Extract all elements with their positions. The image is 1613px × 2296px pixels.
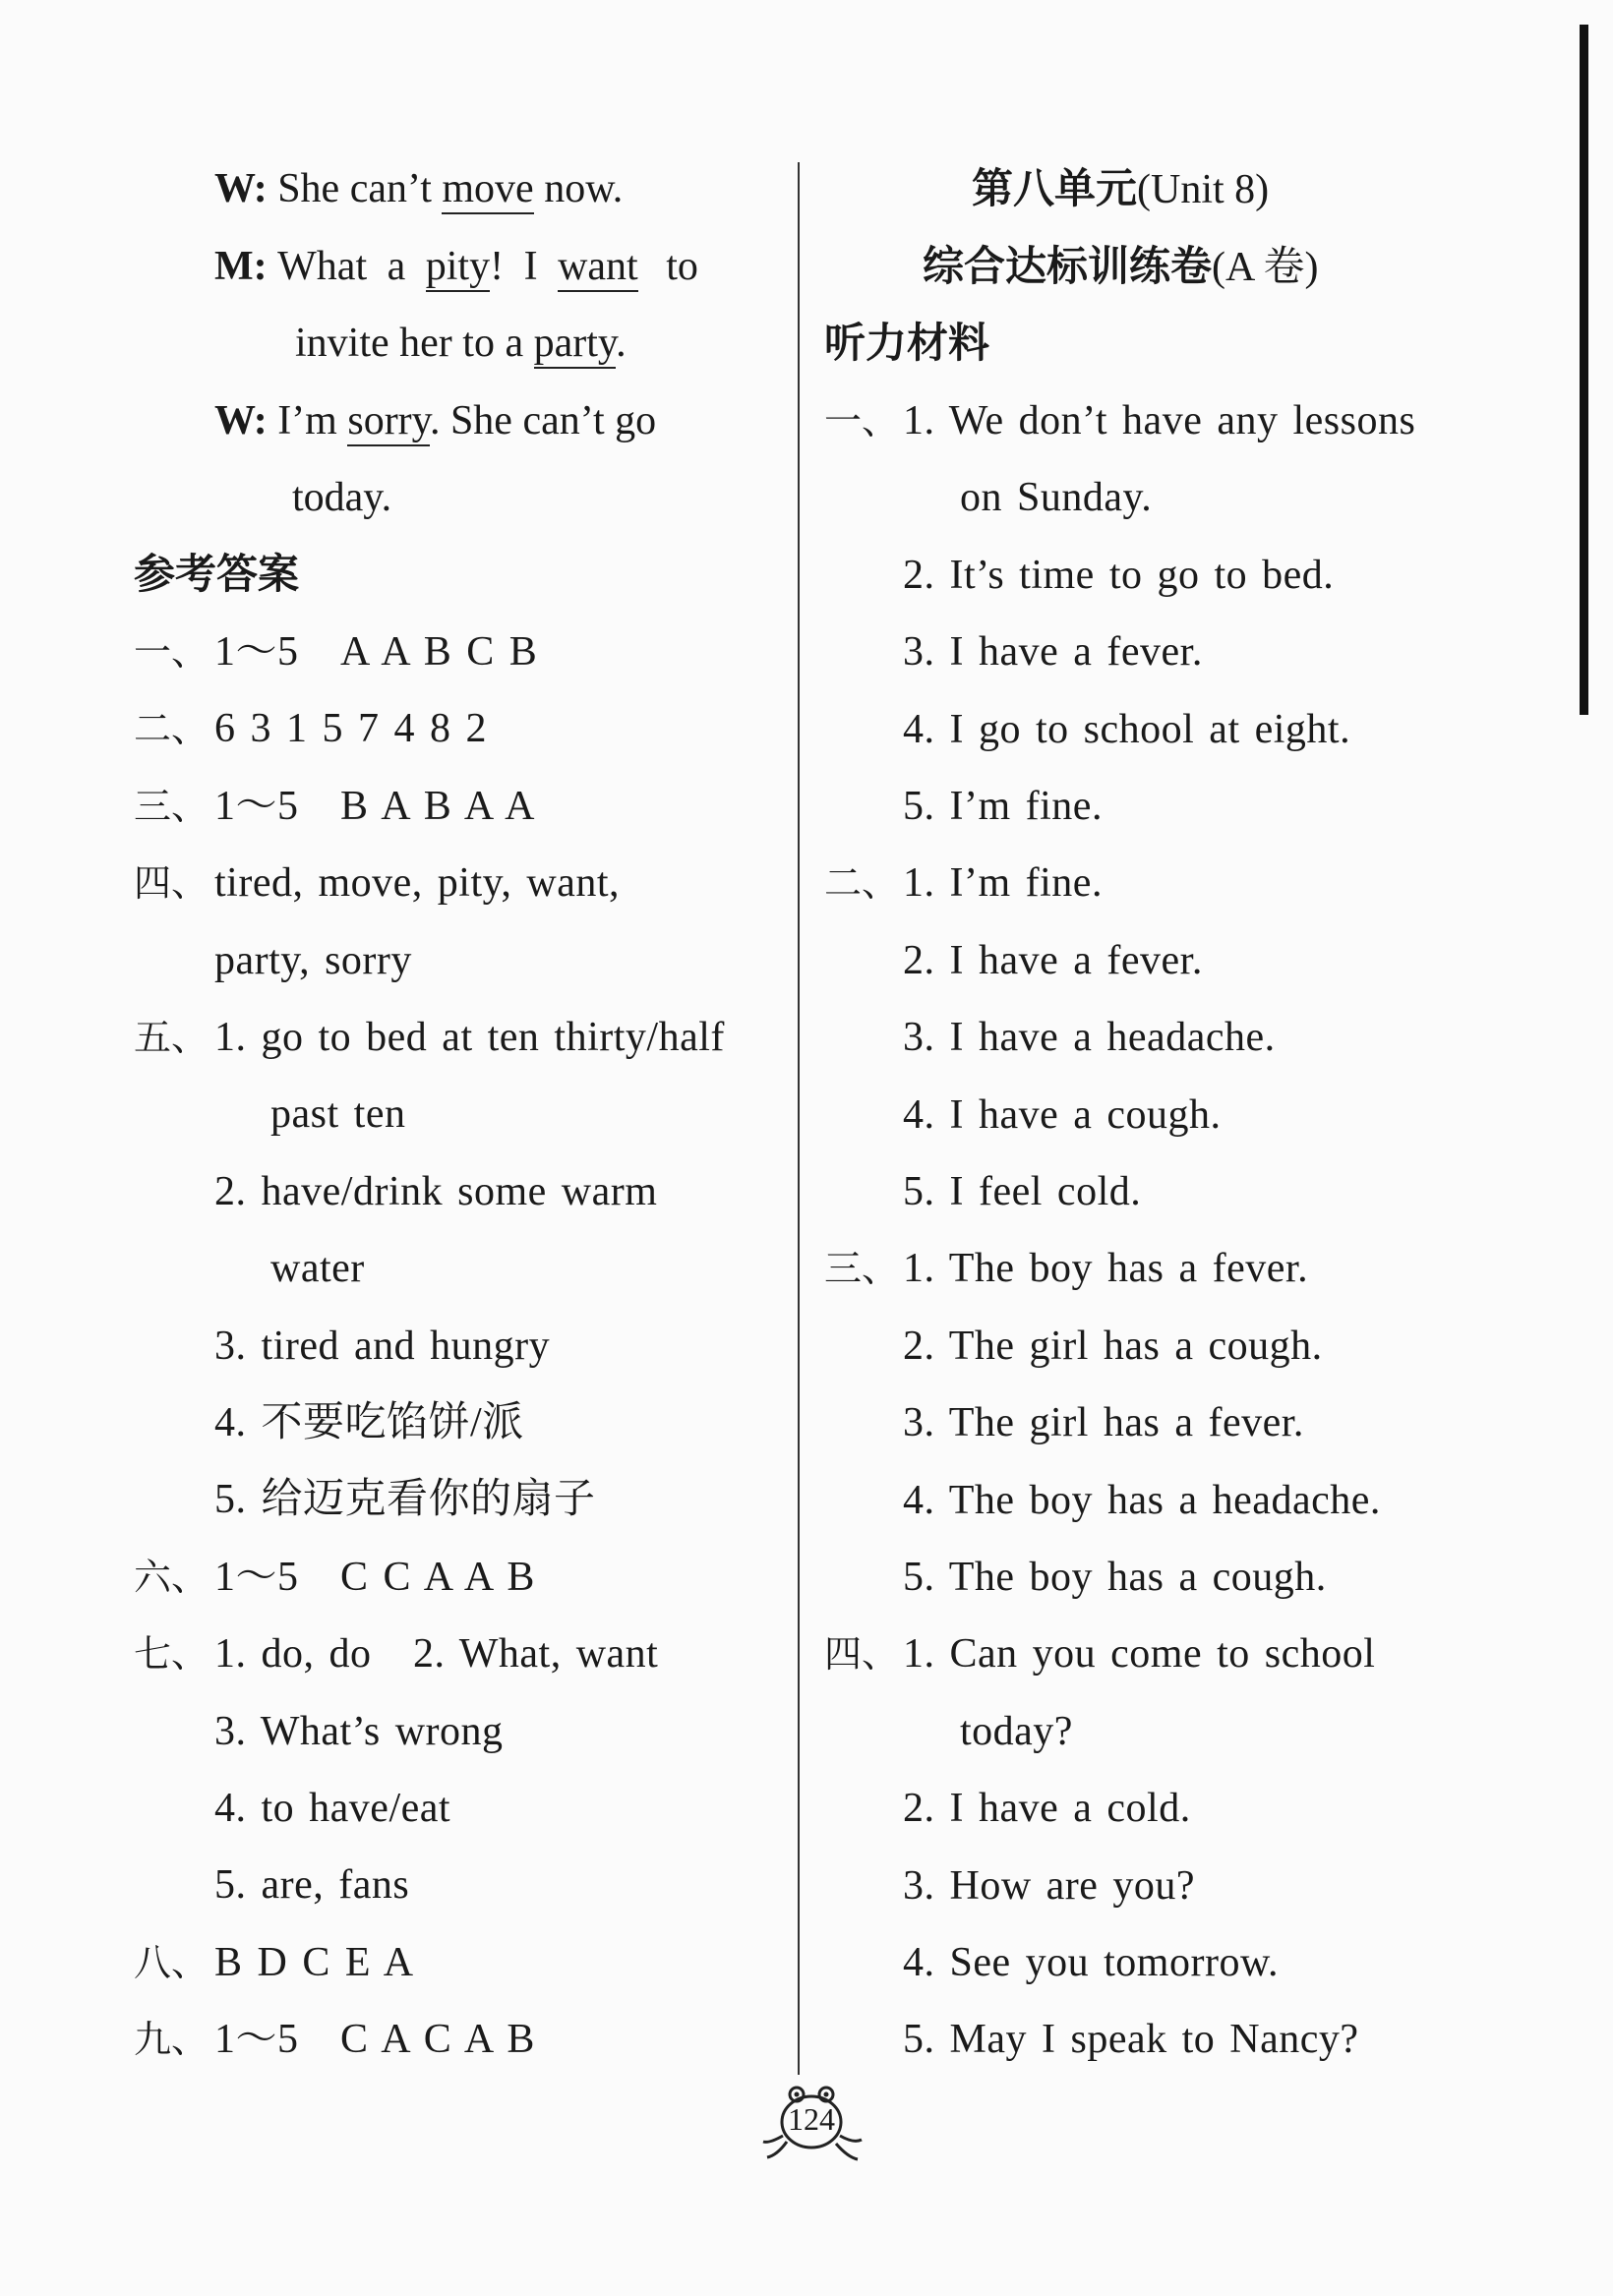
listening-line: 2. The girl has a cough. <box>903 1323 1323 1369</box>
answer-underlined: party <box>534 321 617 369</box>
answer-line: 3. tired and hungry <box>214 1323 551 1369</box>
listening-line: today? <box>960 1708 1073 1754</box>
listening-line: 4. I have a cough. <box>903 1091 1222 1138</box>
answer-line: party, sorry <box>214 937 412 983</box>
answer-section-label: 七、 <box>134 1632 209 1677</box>
answer-line: past ten <box>270 1091 406 1138</box>
dialogue-line-m2: invite her to a party. <box>295 318 627 369</box>
listening-line: 1. I’m fine. <box>903 860 1103 907</box>
listening-line: 2. I have a fever. <box>903 937 1203 983</box>
answer-section-label: 二、 <box>134 707 209 751</box>
answer-section-label: 四、 <box>134 861 209 906</box>
test-title: 综合达标训练卷(A 卷) <box>923 242 1319 290</box>
answer-section-label: 五、 <box>134 1016 209 1059</box>
listening-line: 1. The boy has a fever. <box>903 1246 1309 1292</box>
answer-line: 3. What’s wrong <box>214 1708 504 1754</box>
answer-section-label: 八、 <box>134 1940 209 1984</box>
answer-line: 1. do, do 2. What, want <box>214 1631 659 1678</box>
scan-edge-line <box>1580 25 1588 715</box>
answer-underlined: move <box>442 166 533 214</box>
answer-line: 1. go to bed at ten thirty/half <box>214 1015 725 1060</box>
answer-line: 5. 给迈克看你的扇子 <box>214 1477 596 1523</box>
listening-section-label: 二、 <box>824 861 900 906</box>
listening-line: 3. How are you? <box>903 1862 1196 1909</box>
answer-section-label: 九、 <box>134 2018 209 2062</box>
listening-line: 5. I feel cold. <box>903 1169 1142 1214</box>
unit-title: 第八单元(Unit 8) <box>972 164 1270 212</box>
answer-section-label: 六、 <box>134 1555 209 1599</box>
listening-line: 1. We don’t have any lessons <box>903 398 1416 443</box>
answer-line: 4. 不要吃馅饼/派 <box>214 1400 524 1445</box>
answer-line: 2. have/drink some warm <box>214 1168 658 1214</box>
speaker-label: W <box>214 398 254 443</box>
listening-line: 3. The girl has a fever. <box>903 1400 1304 1446</box>
listening-line: 4. I go to school at eight. <box>903 706 1351 752</box>
answer-line: 6 3 1 5 7 4 8 2 <box>214 706 487 752</box>
answer-line: 1～5 C C A A B <box>214 1554 535 1600</box>
listening-section-label: 三、 <box>824 1247 900 1291</box>
listening-line: 5. I’m fine. <box>903 784 1103 829</box>
speaker-label: W <box>214 166 254 211</box>
listening-section-label: 四、 <box>824 1632 900 1677</box>
listening-line: 2. It’s time to go to bed. <box>903 552 1335 598</box>
answer-line: B D C E A <box>214 1939 414 1985</box>
listening-line: 4. The boy has a headache. <box>903 1477 1381 1523</box>
dialogue-line-w2: W: I’m sorry. She can’t go <box>214 395 656 446</box>
listening-material-title: 听力材料 <box>824 319 990 367</box>
listening-section-label: 一、 <box>824 399 900 442</box>
page-number: 124 <box>788 2101 835 2137</box>
column-divider <box>798 162 800 2075</box>
dialogue-line-w1: W: She can’t move now. <box>214 163 623 214</box>
dialogue-line-m1: M: What a pity! I want to <box>214 241 698 292</box>
answer-line: 5. are, fans <box>214 1862 410 1909</box>
listening-line: 2. I have a cold. <box>903 1786 1191 1832</box>
answer-underlined: want <box>558 244 638 292</box>
dialogue-line-w3: today. <box>292 475 392 520</box>
listening-line: 1. Can you come to school <box>903 1631 1376 1678</box>
answer-line: 1～5 A A B C B <box>214 629 538 675</box>
answer-line: 1～5 B A B A A <box>214 783 535 829</box>
answer-line: 4. to have/eat <box>214 1786 451 1831</box>
listening-line: 3. I have a headache. <box>903 1015 1276 1061</box>
answer-line: 1～5 C A C A B <box>214 2017 535 2063</box>
listening-line: on Sunday. <box>960 475 1153 521</box>
answer-underlined: pity <box>426 244 490 292</box>
answer-line: tired, move, pity, want, <box>214 860 621 907</box>
answers-title: 参考答案 <box>134 550 300 598</box>
answer-section-label: 三、 <box>134 784 209 828</box>
answer-line: water <box>270 1246 365 1292</box>
listening-line: 4. See you tomorrow. <box>903 1940 1280 1985</box>
speaker-label: M <box>214 244 254 289</box>
listening-line: 5. The boy has a cough. <box>903 1555 1327 1600</box>
listening-line: 3. I have a fever. <box>903 629 1203 676</box>
listening-line: 5. May I speak to Nancy? <box>903 2017 1359 2063</box>
answer-section-label: 一、 <box>134 630 209 674</box>
answer-underlined: sorry <box>347 398 430 446</box>
